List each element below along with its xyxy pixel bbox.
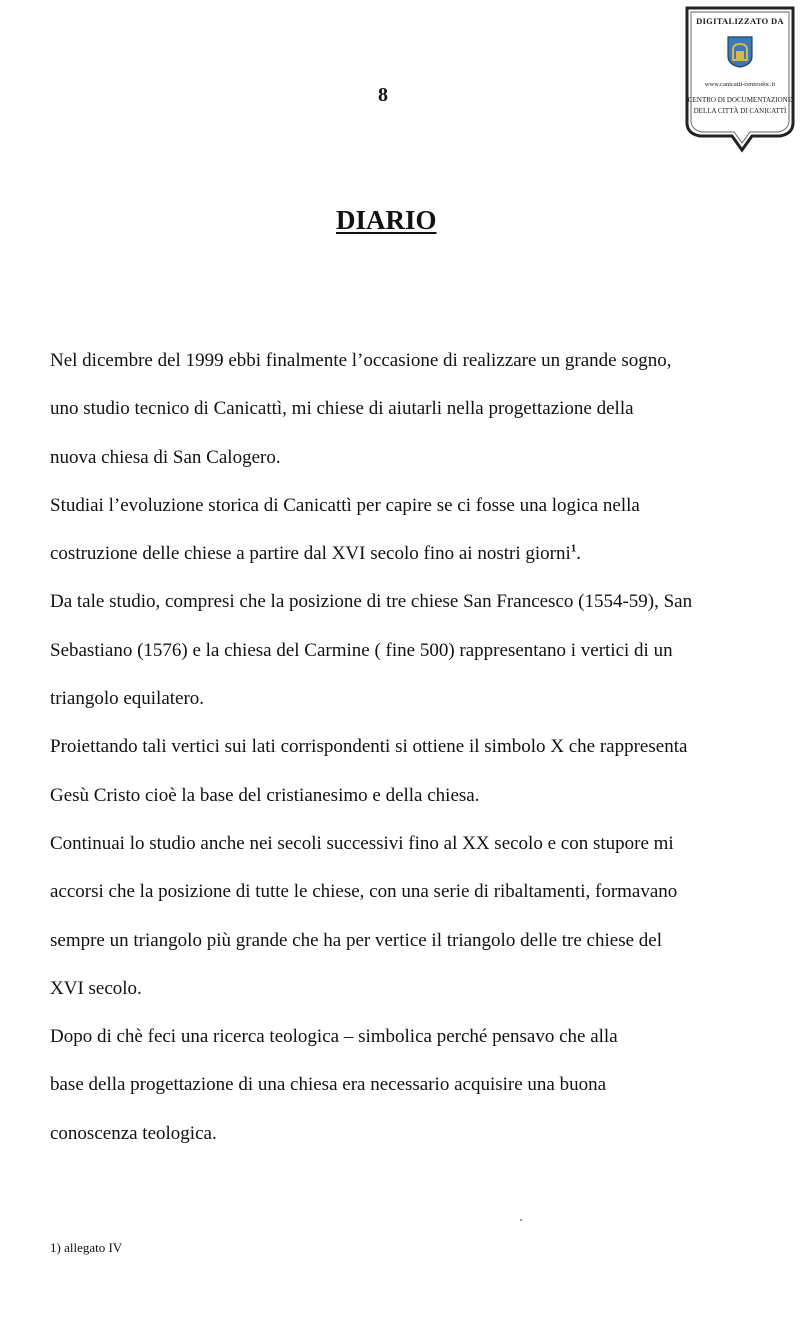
text-line-9: Proiettando tali vertici sui lati corrispondenti si ottiene il simbolo X che rappresenta <box>50 736 688 758</box>
text-line-3: nuova chiesa di San Calogero. <box>50 446 281 468</box>
text-line-1: Nel dicembre del 1999 ebbi finalmente l’occasione di realizzare un grande sogno, <box>50 350 672 371</box>
stamp-title: DIGITALIZZATO DA <box>696 16 784 26</box>
text-line-8: triangolo equilatero. <box>50 688 205 710</box>
text-line-2: uno studio tecnico di Canicattì, mi chiese di aiutarli nella progettazione della <box>50 398 634 420</box>
stamp-organization-line2: DELLA CITTÀ DI CANICATTÌ <box>693 107 787 115</box>
text-line-6: Da tale studio, compresi che la posizione di tre chiese San Francesco (1554-59), San <box>50 591 693 613</box>
footnote-reference: 1 <box>570 542 577 555</box>
text-line-4: Studiai l’evoluzione storica di Canicattì per capire se ci fosse una logica nella <box>50 494 640 516</box>
text-line-10: Gesù Cristo cioè la base del cristianesimo e della chiesa. <box>50 784 480 806</box>
text-line-5 <box>50 537 790 585</box>
stamp-organization-line1: CENTRO DI DOCUMENTAZIONE <box>687 96 793 104</box>
scan-speck <box>520 1219 522 1221</box>
text-line-11: Continuai lo studio anche nei secoli successivi fino al XX secolo e con stupore mi <box>50 832 674 854</box>
text-line-12: accorsi che la posizione di tutte le chiese, con una serie di ribaltamenti, formavano <box>50 881 678 903</box>
text-line-5-text: costruzione delle chiese a partire dal XVI secolo fino ai nostri giorni <box>50 543 571 565</box>
page-number: 8 <box>378 84 388 106</box>
canicatti-crest-icon <box>727 36 753 68</box>
text-line-14: XVI secolo. <box>50 977 142 999</box>
stamp-url: www.canicatti-centrodoc.it <box>704 81 776 88</box>
digitization-stamp <box>684 6 796 154</box>
footnote: 1) allegato IV <box>50 1240 123 1255</box>
text-line-15: Dopo di chè feci una ricerca teologica – simbolica perché pensavo che alla <box>50 1026 618 1048</box>
stamp-shield-frame <box>684 6 796 154</box>
text-line-13: sempre un triangolo più grande che ha per vertice il triangolo delle tre chiese del <box>50 929 662 951</box>
text-line-5-period: . <box>576 543 581 565</box>
page-title: DIARIO <box>336 205 437 235</box>
body-text <box>50 344 790 1165</box>
text-line-17: conoscenza teologica. <box>50 1122 217 1144</box>
text-line-7: Sebastiano (1576) e la chiesa del Carmine ( fine 500) rappresentano i vertici di un <box>50 639 673 661</box>
text-line-16: base della progettazione di una chiesa era necessario acquisire una buona <box>50 1074 607 1096</box>
